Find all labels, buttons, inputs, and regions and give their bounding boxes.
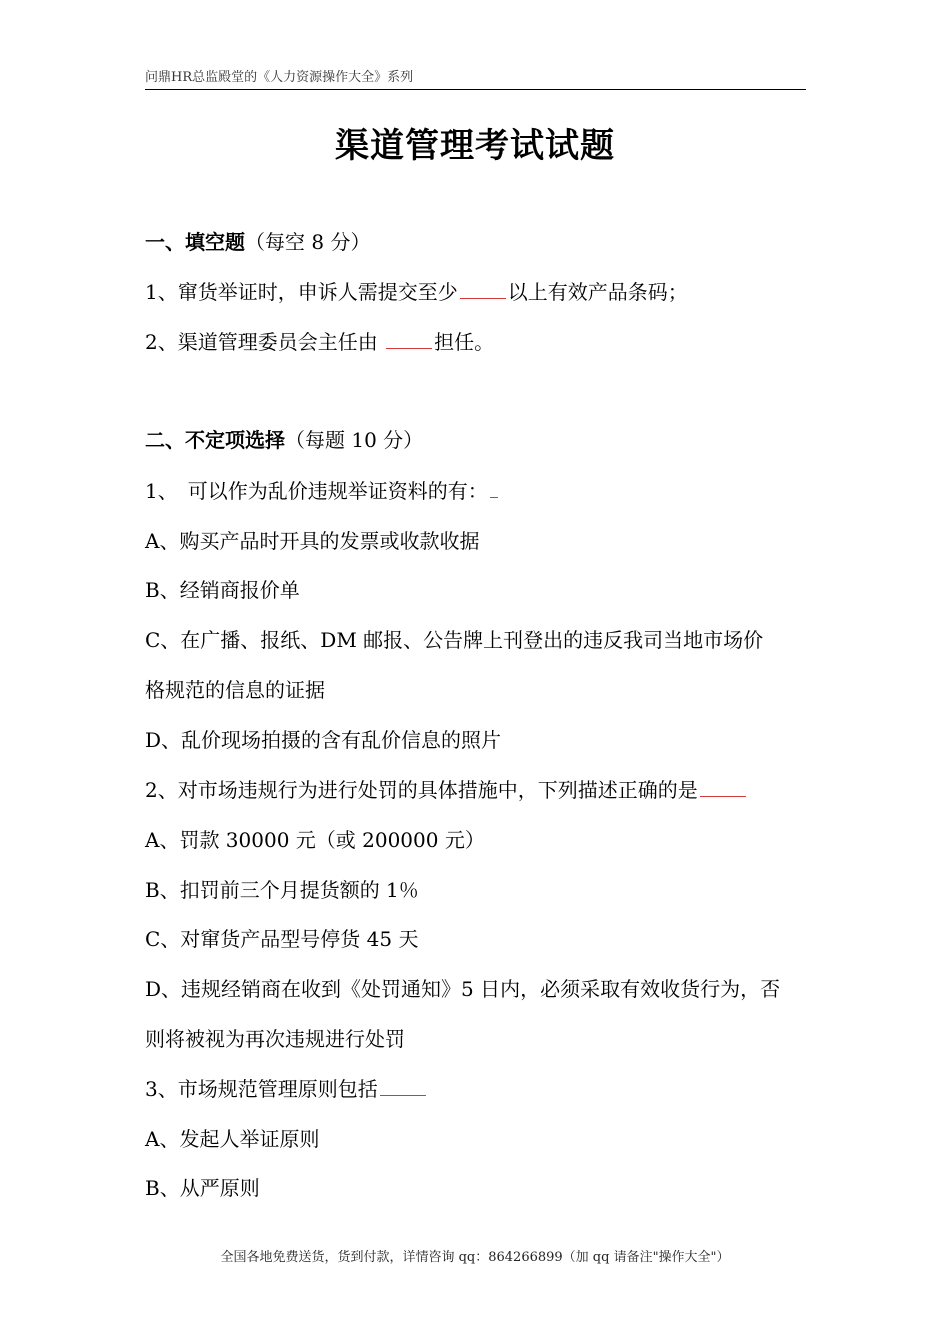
option-c-continued: 格规范的信息的证据 (145, 678, 325, 702)
section-1-title: 一、填空题 (145, 230, 245, 254)
option-a: A、罚款 30000 元（或 200000 元） (145, 828, 485, 852)
question-text: 2、对市场违规行为进行处罚的具体措施中，下列描述正确的是 (145, 778, 698, 802)
answer-blank (490, 477, 498, 498)
page-header: 问鼎HR总监殿堂的《人力资源操作大全》系列 (145, 66, 806, 90)
question-1-2 (145, 328, 815, 356)
section-2-heading (145, 426, 815, 454)
option-d-continued: 则将被视为再次违规进行处罚 (145, 1027, 405, 1051)
page-title: 渠道管理考试试题 (335, 126, 615, 166)
option-a: A、购买产品时开具的发票或收款收据 (145, 529, 480, 553)
section-2-title: 二、不定项选择 (145, 428, 285, 452)
question-2-3-stem (145, 1075, 815, 1103)
option-b: B、经销商报价单 (145, 578, 300, 602)
answer-blank (380, 1075, 426, 1096)
section-1-heading (145, 228, 815, 256)
option-a: A、发起人举证原则 (145, 1127, 320, 1151)
option-c: C、在广播、报纸、DM 邮报、公告牌上刊登出的违反我司当地市场价 (145, 628, 764, 652)
answer-blank (700, 776, 746, 797)
question-1-1 (145, 278, 815, 306)
question-text-after: 以上有效产品条码； (507, 280, 688, 304)
question-text-after: 担任。 (434, 330, 495, 354)
question-text: 3、市场规范管理原则包括 (145, 1077, 378, 1101)
question-text: 2、渠道管理委员会主任由 (145, 330, 385, 354)
option-d: D、乱价现场拍摄的含有乱价信息的照片 (145, 728, 502, 752)
page-footer: 全国各地免费送货，货到付款，详情咨询 qq：864266899（加 qq 请备注"操作大全"） (220, 1250, 730, 1265)
question-text: 1、 可以作为乱价违规举证资料的有： (145, 479, 488, 503)
question-2-1-stem (145, 477, 815, 505)
answer-blank (460, 278, 506, 299)
answer-blank (386, 328, 432, 349)
question-text: 1、窜货举证时，申诉人需提交至少 (145, 280, 458, 304)
section-2-note: （每题 10 分） (285, 428, 424, 452)
section-1-note: （每空 8 分） (245, 230, 371, 254)
question-2-2-stem (145, 776, 815, 804)
option-c: C、对窜货产品型号停货 45 天 (145, 927, 419, 951)
option-b: B、扣罚前三个月提货额的 1％ (145, 878, 419, 902)
option-d: D、违规经销商在收到《处罚通知》5 日内，必须采取有效收货行为，否 (145, 977, 781, 1001)
option-b: B、从严原则 (145, 1176, 260, 1200)
